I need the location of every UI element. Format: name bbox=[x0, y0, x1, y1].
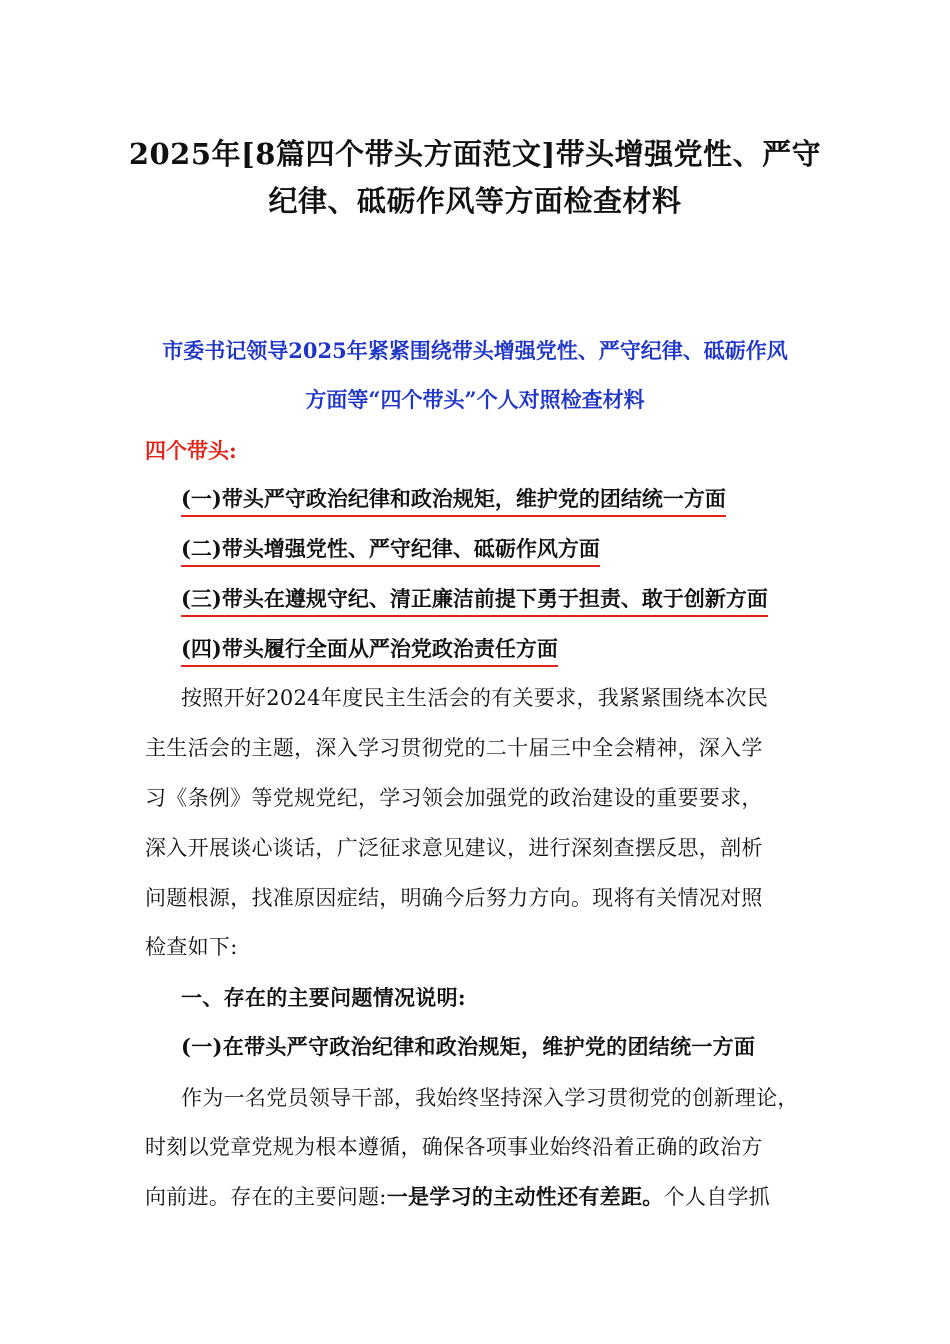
four-leads-item-3: (三)带头在遵规守纪、清正廉洁前提下勇于担责、敢于创新方面 bbox=[181, 584, 768, 617]
intro-line-1: 按照开好2024年度民主生活会的有关要求，我紧紧围绕本次民 bbox=[181, 686, 769, 710]
body-line-3-emphasis: 一是学习的主动性还有差距。 bbox=[386, 1184, 664, 1209]
document-title-line-2: 纪律、砥砺作风等方面检查材料 bbox=[268, 184, 682, 218]
intro-line-3: 习《条例》等党规党纪，学习领会加强党的政治建设的重要要求， bbox=[145, 786, 763, 810]
subtitle-line-2: 方面等“四个带头”个人对照检查材料 bbox=[305, 387, 645, 412]
body-line-3-suffix: 个人自学抓 bbox=[663, 1185, 771, 1209]
body-line-3-prefix: 向前进。存在的主要问题: bbox=[145, 1185, 387, 1209]
body-line-2: 时刻以党章党规为根本遵循，确保各项事业始终沿着正确的政治方 bbox=[145, 1135, 763, 1159]
intro-line-6: 检查如下: bbox=[145, 935, 238, 959]
section-1-subheading: (一)在带头严守政治纪律和政治规矩，维护党的团结统一方面 bbox=[181, 1034, 756, 1059]
four-leads-item-2: (二)带头增强党性、严守纪律、砥砺作风方面 bbox=[181, 534, 600, 567]
section-1-heading: 一、存在的主要问题情况说明: bbox=[181, 985, 466, 1010]
body-line-1: 作为一名党员领导干部，我始终坚持深入学习贯彻党的创新理论， bbox=[181, 1086, 799, 1110]
four-leads-item-1: (一)带头严守政治纪律和政治规矩，维护党的团结统一方面 bbox=[181, 484, 726, 517]
subtitle-line-1: 市委书记领导2025年紧紧围绕带头增强党性、严守纪律、砥砺作风 bbox=[162, 338, 788, 363]
intro-line-4: 深入开展谈心谈话，广泛征求意见建议，进行深刻查摆反思，剖析 bbox=[145, 836, 763, 860]
body-line-3 bbox=[145, 1182, 805, 1212]
intro-line-5: 问题根源，找准原因症结，明确今后努力方向。现将有关情况对照 bbox=[145, 886, 763, 910]
document-title-line-1: 2025年[8篇四个带头方面范文]带头增强党性、严守 bbox=[128, 137, 822, 171]
four-leads-item-4: (四)带头履行全面从严治党政治责任方面 bbox=[181, 634, 558, 667]
intro-line-2: 主生活会的主题，深入学习贯彻党的二十届三中全会精神，深入学 bbox=[145, 736, 763, 760]
four-leads-heading: 四个带头: bbox=[145, 438, 237, 463]
